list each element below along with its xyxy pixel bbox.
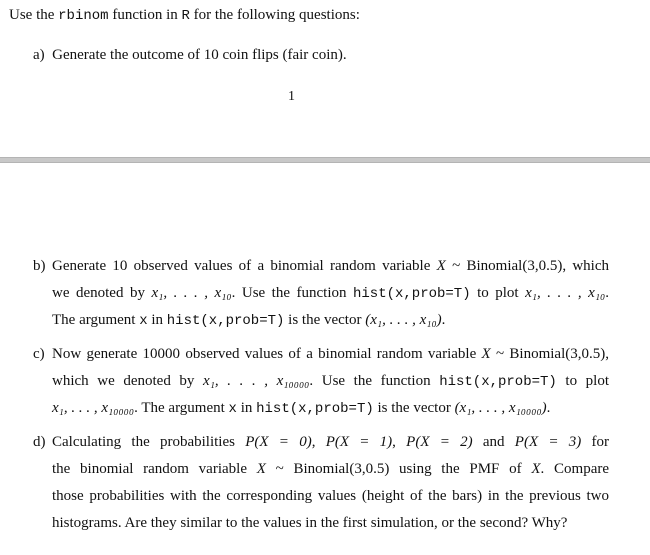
math-prob-0: P(X = 0) — [245, 434, 312, 450]
sim-symbol: ~ — [490, 346, 510, 362]
math-x: X — [481, 346, 491, 362]
question-b-label: b) — [33, 258, 46, 274]
math-prob-3: P(X = 3) — [514, 434, 582, 450]
sim-symbol: ~ — [265, 461, 294, 477]
text: Binomial(3,0.5), — [509, 346, 609, 362]
text: to plot — [556, 373, 610, 389]
hist-code: hist(x,prob=T) — [439, 374, 557, 390]
math-prob-1: P(X = 1) — [325, 434, 393, 450]
math-vector: (x₁, . . . , x₁₀) — [365, 312, 442, 328]
math-vector: x₁, . . . , x₁₀ — [151, 285, 232, 301]
question-c-line-3 — [52, 400, 550, 417]
text: Now generate 10000 observed values of a binomial random variable — [52, 346, 482, 362]
text: Binomial(3,0.5), which — [466, 258, 610, 274]
text: is the vector — [373, 400, 455, 416]
question-c-line-2 — [52, 373, 609, 390]
math-x: X — [531, 461, 541, 477]
math-x: X — [436, 258, 446, 274]
text: The argument — [52, 312, 140, 328]
text: Binomial(3,0.5) using the PMF of — [293, 461, 532, 477]
intro-part-1: Use the — [9, 7, 59, 23]
question-c — [33, 346, 613, 426]
text: Generate 10 observed values of a binomial random variable — [52, 258, 437, 274]
sim-symbol: ~ — [445, 258, 467, 274]
question-d-line-4: histograms. Are they similar to the values in the first simulation, or the second? Why? — [52, 515, 568, 531]
page-1 — [0, 0, 650, 157]
question-b-line-3 — [52, 312, 445, 329]
x-code: x — [228, 401, 237, 417]
text: the binomial random variable — [52, 461, 257, 477]
text: and — [472, 434, 515, 450]
hist-code: hist(x,prob=T) — [352, 286, 471, 302]
math-vector: x₁, . . . , x₁₀₀₀₀ — [203, 373, 310, 389]
text: which we denoted by — [52, 373, 204, 389]
text: . — [441, 312, 446, 328]
text: . Use the function — [231, 285, 353, 301]
math-vector: x₁, . . . , x₁₀ — [525, 285, 606, 301]
math-prob-2: P(X = 2) — [406, 434, 473, 450]
question-a — [33, 47, 347, 64]
question-a-text: Generate the outcome of 10 coin flips (fair coin). — [52, 47, 347, 63]
question-d-line-3: those probabilities with the corresponding values (height of the bars) in the previous two — [52, 488, 609, 504]
intro-part-2: function in — [108, 7, 182, 23]
hist-code: hist(x,prob=T) — [256, 401, 374, 417]
text: we denoted by — [52, 285, 152, 301]
text: , — [392, 434, 407, 450]
text: for — [581, 434, 609, 450]
math-vector: x₁, . . . , x₁₀₀₀₀ — [52, 400, 135, 416]
rbinom-code: rbinom — [58, 8, 109, 24]
page-2 — [0, 163, 650, 555]
question-d-line-1 — [52, 434, 609, 451]
text: Calculating the probabilities — [52, 434, 246, 450]
x-code: x — [139, 313, 148, 329]
text: . — [605, 285, 610, 301]
question-b — [33, 258, 613, 338]
question-b-line-2 — [52, 285, 609, 302]
question-c-line-1 — [52, 346, 609, 363]
text: , — [311, 434, 326, 450]
text: is the vector — [284, 312, 366, 328]
text: . — [546, 400, 551, 416]
intro-part-3: for the following questions: — [189, 7, 360, 23]
text: . Use the function — [309, 373, 440, 389]
math-x: X — [256, 461, 266, 477]
hist-code: hist(x,prob=T) — [166, 313, 285, 329]
text: in — [236, 400, 257, 416]
page-number: 1 — [288, 89, 295, 104]
math-vector: (x₁, . . . , x₁₀₀₀₀) — [454, 400, 547, 416]
question-d-line-2 — [52, 461, 609, 478]
question-c-label: c) — [33, 346, 45, 362]
question-d-label: d) — [33, 434, 46, 450]
text: to plot — [470, 285, 526, 301]
intro-text — [9, 7, 360, 24]
text: in — [147, 312, 167, 328]
r-code: R — [181, 8, 190, 24]
question-a-label: a) — [33, 47, 45, 63]
text: . Compare — [540, 461, 610, 477]
question-b-line-1 — [52, 258, 609, 275]
question-d — [33, 434, 613, 544]
text: . The argument — [134, 400, 229, 416]
